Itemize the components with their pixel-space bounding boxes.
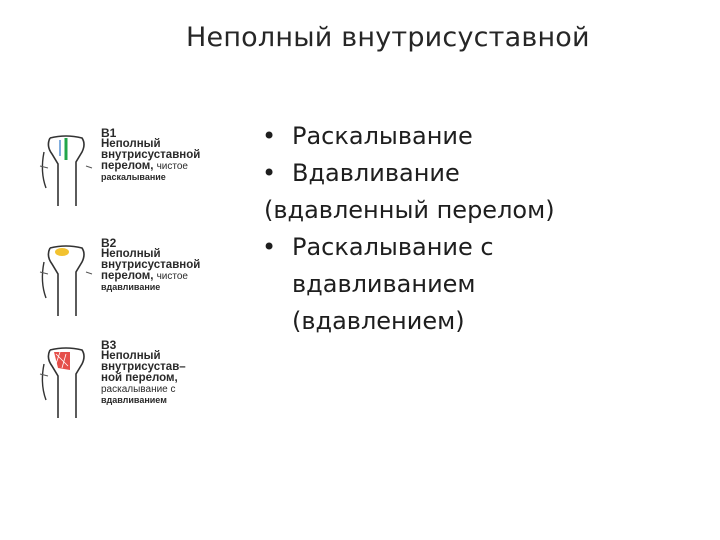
bullet-marker: • [262, 233, 277, 261]
bone-diagram-b3 [36, 344, 98, 424]
caption-b3: B3 Неполный внутрисустав– ной перелом, раскалывание с вдавливанием [101, 338, 186, 405]
fracture-zone-b2 [55, 248, 69, 256]
caption-b1: B1 Неполный внутрисуставной перелом, чистое раскалывание [101, 126, 201, 182]
slide-title: Неполный внутрисуставной [186, 22, 590, 53]
caption-code: B2 [101, 236, 117, 250]
figure-b1 [36, 128, 226, 210]
bone-diagram-b1 [36, 132, 98, 212]
bullet-item-2-paren: (вдавленный перелом) [264, 196, 555, 224]
bullet-text: Вдавливание [292, 159, 460, 187]
bullet-item-3-cont-1: вдавливанием [292, 270, 476, 298]
bullet-item-2 [262, 155, 555, 192]
caption-code: B1 [101, 126, 117, 140]
caption-b2: B2 Неполный внутрисуставной перелом, чистое вдавливание [101, 236, 201, 292]
bullet-item-3 [262, 229, 555, 266]
bullet-item-3-cont-2: (вдавлением) [292, 307, 465, 335]
bullet-marker: • [262, 122, 277, 150]
bone-diagram-b2 [36, 242, 98, 322]
bullet-list [262, 118, 555, 340]
bullet-text: Раскалывание с [292, 233, 494, 261]
figure-b2 [36, 238, 226, 320]
caption-code: B3 [101, 338, 117, 352]
bullet-marker: • [262, 159, 277, 187]
bullet-text: Раскалывание [292, 122, 473, 150]
figure-b3 [36, 340, 226, 422]
bullet-item-1 [262, 118, 555, 155]
